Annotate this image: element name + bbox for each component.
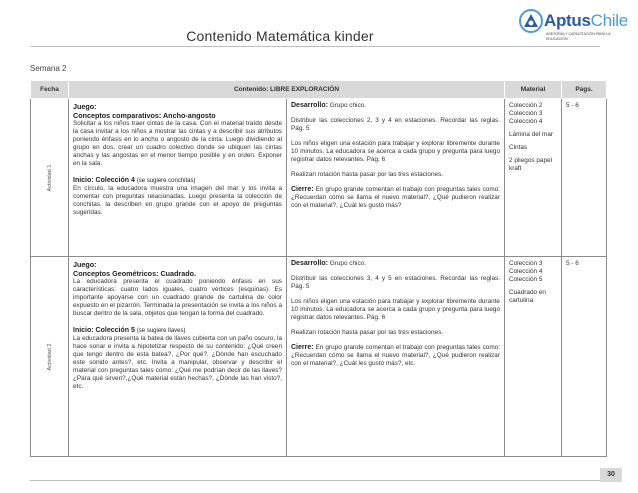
material-item: Colección 3 (509, 260, 543, 267)
desarrollo-step-3: Realizan rotación hasta pasar por las tres estaciones. (291, 329, 444, 336)
logo-brand-bold: Aptus (544, 11, 591, 30)
material-item: Colección 3 (509, 110, 543, 117)
inicio-label: Inicio: Colección 5 (73, 327, 135, 334)
desarrollo-group: Grupo chico. (329, 102, 366, 109)
desarrollo-group: Grupo chico. (329, 260, 366, 267)
cierre-paragraph (291, 186, 500, 210)
activity-label: Actividad 2 (46, 343, 53, 370)
juego-label: Juego: (73, 102, 97, 111)
desarrollo-heading (291, 260, 500, 268)
column-header-pags: Págs. (562, 81, 607, 99)
date-cell (31, 99, 69, 257)
inicio-text: La educadora presenta la batea de llaves cubierta con un paño oscuro, la hace sonar e invita a hipotetizar respecto de su contenido: ¿Qué creen que tengo dentro de esta batea?, ¿Por qué?, ¿Dónde han escuchado este sonido antes?, etc. Invita a manipular, observar y describir el material con preguntas tales como: ¿Qué me podrían decir de las llaves?¿Para qué sirven?,¿Qué material están hechas?, ¿Dónde las han visto?, etc. (73, 335, 282, 390)
material-item: 2 pliegos papel kraft (509, 157, 552, 172)
page-title: Contenido Matemática kinder (186, 28, 374, 44)
footer-divider (30, 480, 600, 481)
desarrollo-step-2: Los niños eligen una estación para trabajar y explorar libremente durante 10 minutos. La educadora se acerca a cada grupo y pregunta para luego registrar datos relevantes. Pág. 6 (291, 140, 500, 163)
desarrollo-step-2: Los niños eligen una estación para trabajar y explorar libremente durante 10 minutos. La educadora se acerca a cada grupo y pregunta para luego registrar datos relevantes. Pág. 6 (291, 298, 500, 321)
desarrollo-label: Desarrollo: (291, 260, 328, 267)
column-header-contenido: Contenido: LIBRE EXPLORACIÓN (69, 81, 505, 99)
material-item: Colección 4 (509, 268, 543, 275)
page-number: 30 (600, 468, 622, 482)
desarrollo-step-1: Distribuir las colecciones 2, 3 y 4 en estaciones. Recordar las reglas. Pág. 5 (291, 117, 500, 132)
week-label: Semana 2 (30, 64, 67, 73)
desarrollo-cell (287, 99, 505, 257)
material-item: Cuadrado en cartulina (509, 289, 546, 304)
inicio-note: (se sugiere conchitas) (136, 178, 196, 184)
cierre-paragraph (291, 344, 500, 368)
table-row (31, 257, 607, 457)
cierre-text: En grupo grande comentan el trabajo con preguntas tales como: ¿Recuerdan cómo se llama el nuevo material?, ¿Qué pudieron realizar con el material?, ¿Cuál les gustó más? (291, 186, 500, 209)
material-item: Cintas (509, 144, 528, 151)
material-item: Colección 2 (509, 102, 543, 109)
logo-brand (544, 11, 628, 31)
juego-text: Solicitar a los niños traer cintas de la casa. Con el material traído desde la casa invitar a los niños a mostrar las cintas y a describir sus atributos poniendo énfasis en lo ancho o angosto de la cinta. Luego dividiendo al grupo en dos, crear un cuadro colectivo donde se ubiquen las cintas anchas y las angostas en el menor tiempo posible y en orden. Exponer en la sala. (73, 120, 282, 167)
logo-brand-light: Chile (590, 11, 628, 30)
activity-table (30, 80, 607, 457)
pages-cell: 5 - 6 (562, 99, 607, 257)
desarrollo-cell (287, 257, 505, 457)
column-header-fecha: Fecha (31, 81, 69, 99)
aptus-mark-icon (518, 8, 544, 34)
juego-text: La educadora presenta el cuadrado poniendo énfasis en sus características: cuatro lados iguales, cuatro vértices (esquinas). Es importante apoyarse con un cuadrado grande de cartulina de color expuesto en el pizarrón. Terminada la presentación se invita a los niños a buscar dentro de la sala, objetos que tengan la forma del cuadrado. (73, 278, 282, 317)
desarrollo-heading (291, 102, 500, 110)
pages-cell: 5 - 6 (562, 257, 607, 457)
date-cell (31, 257, 69, 457)
logo-tagline: ASESORÍA Y CAPACITACIÓN PARA LA EDUCACIÓN (546, 32, 611, 41)
juego-cell (69, 99, 287, 257)
table-row (31, 99, 607, 257)
juego-label: Juego: (73, 260, 97, 269)
cierre-label: Cierre: (291, 186, 314, 193)
inicio-heading (73, 327, 282, 335)
cierre-label: Cierre: (291, 344, 314, 351)
material-cell (505, 257, 562, 457)
material-item: Colección 5 (509, 276, 543, 283)
aptus-logo (518, 6, 628, 52)
activity-label: Actividad 1 (46, 164, 53, 191)
material-item: Lámina del mar (509, 131, 554, 138)
column-header-material: Material (505, 81, 562, 99)
material-cell (505, 99, 562, 257)
inicio-heading (73, 177, 282, 185)
desarrollo-label: Desarrollo: (291, 102, 328, 109)
juego-title: Conceptos Geométricos: Cuadrado. (73, 269, 197, 278)
desarrollo-step-1: Distribuir las colecciones 3, 4 y 5 en estaciones. Recordar las reglas. Pág. 5 (291, 275, 500, 290)
cierre-text: En grupo grande comentan el trabajo con preguntas tales como: ¿Recuerdan cómo se llama el nuevo material?, ¿Qué pudieron realizar con el material?, ¿Cuál les gustó más?, etc. (291, 344, 500, 367)
inicio-label: Inicio: Colección 4 (73, 177, 135, 184)
juego-title: Conceptos comparativos: Ancho-angosto (73, 111, 216, 120)
juego-cell (69, 257, 287, 457)
table-header-row (31, 81, 607, 99)
material-item: Colección 4 (509, 118, 543, 125)
inicio-note: (se sugiere llaves) (136, 328, 186, 334)
title-divider (30, 46, 600, 47)
desarrollo-step-3: Realizan rotación hasta pasar por las tres estaciones. (291, 171, 444, 178)
inicio-text: En círculo, la educadora muestra una imagen del mar y los invita a comentar con preguntas relacionadas. Luego presenta la colección de conchitas, la describen en grupo grande con el apoyo de preguntas sugeridas. (73, 185, 282, 216)
